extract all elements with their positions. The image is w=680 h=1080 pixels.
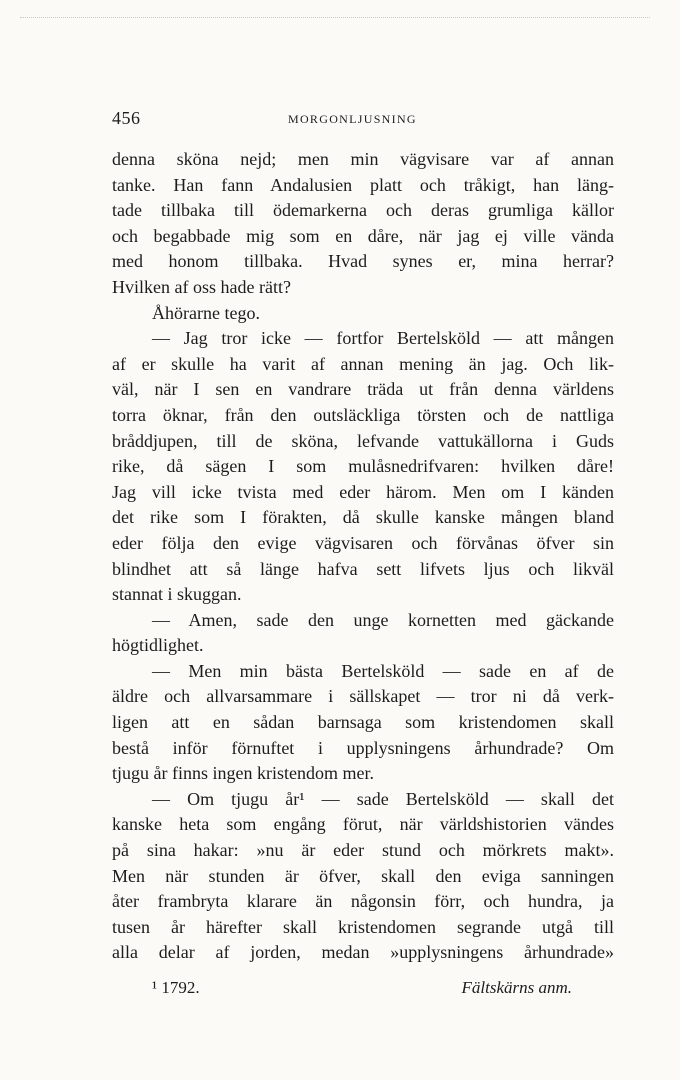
text-line: rike, då sägen I som mulåsnedrifvaren: hvilken dåre! — [112, 456, 614, 477]
text-line: — Men min bästa Bertelsköld — sade en af de — [152, 660, 614, 681]
text-line: tjugu år finns ingen kristendom mer. — [112, 763, 374, 784]
text-line: väl, när I sen en vandrare träda ut från denna världens — [112, 379, 614, 400]
footnote-text: ¹ 1792. — [152, 978, 200, 997]
text-line: bestå inför förnuftet i upplysningens århundrade? Om — [112, 737, 614, 758]
text-line: åter frambryta klarare än någonsin förr, och hundra, ja — [112, 891, 614, 912]
scan-edge-line — [20, 17, 650, 18]
text-line: och begabbade mig som en dåre, när jag ej ville vända — [112, 225, 614, 246]
text-line: Åhörarne tego. — [152, 302, 260, 323]
text-line: ligen att en sådan barnsaga som kristendomen skall — [112, 712, 614, 733]
text-line: kanske heta som engång förut, när världshistorien vändes — [112, 814, 614, 835]
text-line: Hvilken af oss hade rätt? — [112, 276, 291, 297]
text-line: af er skulle ha varit af annan mening än jag. Och lik- — [112, 353, 614, 374]
text-line: med honom tillbaka. Hvad synes er, mina herrar? — [112, 251, 614, 272]
text-line: högtidlighet. — [112, 635, 204, 656]
text-line: äldre och allvarsammare i sällskapet — tror ni då verk- — [112, 686, 614, 707]
text-line: tanke. Han fann Andalusien platt och tråkigt, han läng- — [112, 174, 614, 195]
text-line: eder följa den evige vägvisaren och förvånas öfver sin — [112, 532, 614, 553]
text-line: stannat i skuggan. — [112, 584, 242, 605]
text-line: denna sköna nejd; men min vägvisare var af annan — [112, 149, 614, 169]
text-line: tusen år härefter skall kristendomen segrande utgå till — [112, 916, 614, 937]
footnote-attribution: Fältskärns anm. — [461, 978, 572, 997]
text-line: alla delar af jorden, medan »upplysningens århundrade» — [112, 942, 614, 963]
running-title: MORGONLJUSNING — [288, 112, 417, 126]
text-line: blindhet att så länge hafva sett lifvets ljus och likväl — [112, 558, 614, 579]
page-header — [112, 108, 614, 132]
text-line: det rike som I förakten, då skulle kanske mången bland — [112, 507, 614, 528]
text-line: Men när stunden är öfver, skall den eviga sanningen — [112, 865, 614, 886]
text-line: — Jag tror icke — fortfor Bertelsköld — att mången — [152, 328, 614, 349]
body-text — [112, 147, 614, 966]
text-line: — Amen, sade den unge kornetten med gäckande — [152, 609, 614, 630]
text-line: tade tillbaka till ödemarkerna och deras grumliga källor — [112, 200, 614, 221]
text-line: torra öknar, från den outsläckliga törsten och de nattliga — [112, 404, 614, 425]
page-number: 456 — [112, 108, 141, 128]
text-line: bråddjupen, till de sköna, lefvande vattukällorna i Guds — [112, 430, 614, 451]
text-line: — Om tjugu år¹ — sade Bertelsköld — skall det — [152, 788, 614, 809]
footnote — [112, 978, 614, 1004]
text-line: Jag vill icke tvista med eder härom. Men om I känden — [112, 481, 614, 502]
text-line: på sina hakar: »nu är eder stund och mörkrets makt». — [112, 840, 614, 861]
